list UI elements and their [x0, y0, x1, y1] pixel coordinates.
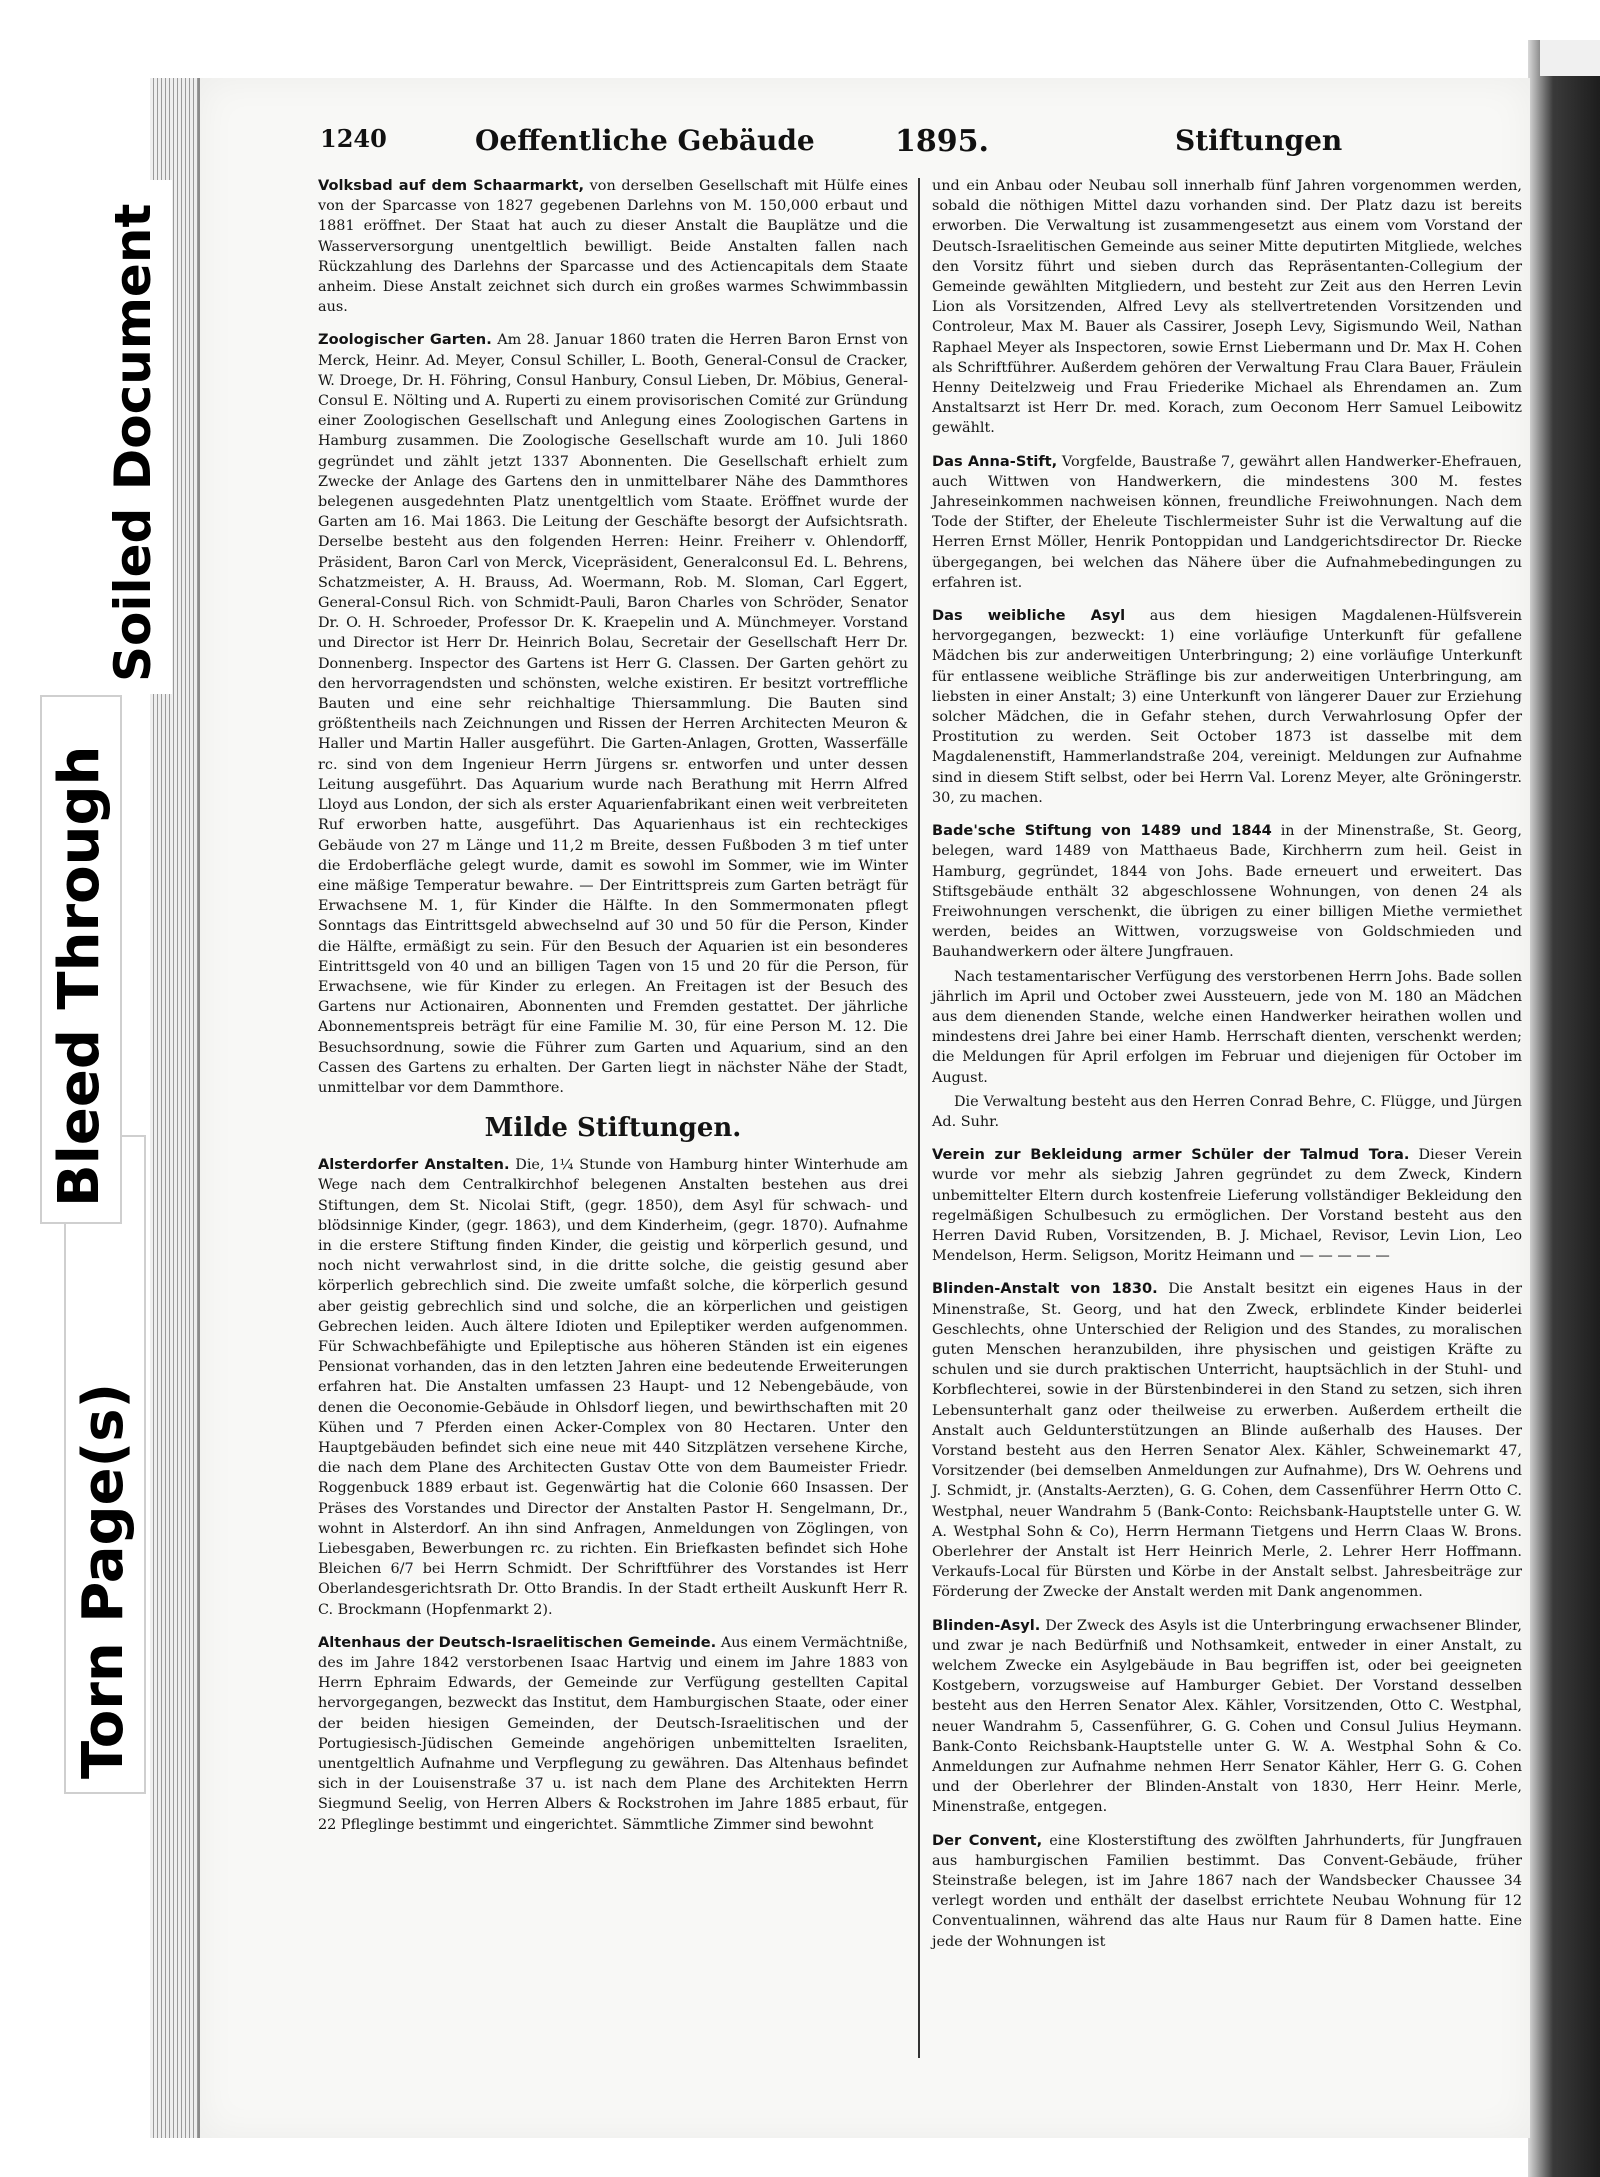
entry-badesche-stiftung-admin — [932, 1092, 1522, 1132]
entry-text: von derselben Gesellschaft mit Hülfe eines von der Sparcasse von 1827 gegebenen Darlehns von M. 150,000 erbaut und 1881 eröffnet. Der Staat hat auch zu dieser Anstalt die Bauplätze und die Wasserversorgung unentgeltlich bewilligt. Beide Anstalten fallen nach Rückzahlung des Darlehns der Sparcasse und des Actiencapitals dem Staate anheim. Diese Anstalt zeichnet sich durch ein großes warmes Schwimmbassin aus. — [318, 178, 908, 316]
entry-anna-stift — [932, 452, 1522, 593]
entry-title: Das Anna-Stift, — [932, 452, 1058, 470]
entry-title: Der Convent, — [932, 1831, 1043, 1849]
column-divider — [918, 178, 920, 2058]
header-right-title: Stiftungen — [1175, 124, 1343, 157]
entry-title: Zoologischer Garten. — [318, 331, 492, 349]
scanner-edge-top — [1540, 40, 1600, 76]
entry-weibliche-asyl — [932, 606, 1522, 808]
right-column — [932, 176, 1522, 1965]
entry-text: Am 28. Januar 1860 traten die Herren Baron Ernst von Merck, Heinr. Ad. Meyer, Consul Schiller, L. Booth, General-Consul de Cracker, W. Droege, Dr. H. Föhring, Consul Hanbury, Consul Lieben, Dr. Möbius, General-Consul E. Nölting und A. Ruperti zu einem provisorischen Comité zur Gründung einer Zoologischen Gesellschaft und Anlegung eines Zoologischen Gartens in Hamburg zusammen. Die Zoologische Gesellschaft wurde am 10. Juli 1860 gegründet und zählt jetzt 1337 Abonnenten. Die Gesellschaft erhielt zum Zwecke der Anlage des Gartens den in unmittelbarer Nähe des Dammthores belegenen ausgedehnten Platz unentgeltlich vom Staate. Eröffnet wurde der Garten am 16. Mai 1863. Die Leitung der Geschäfte besorgt der Aufsichtsrath. Derselbe besteht aus den folgenden Herren: Heinr. Freiherr v. Ohlendorff, Präsident, Baron Carl von Merck, Vicepräsident, Generalconsul Ed. L. Behrens, Schatzmeister, A. H. Brauss, Ad. Woermann, Rob. M. Sloman, Carl Eggert, General-Consul Rich. von Schmidt-Pauli, Baron Charles von Schröder, Senator Dr. O. H. Schroeder, Professor Dr. K. Kraepelin und A. Münchmeyer. Vorstand und Director ist Herr Dr. Heinrich Bolau, Secretair der Gesellschaft Herr Dr. Donnenberg. Inspector des Gartens ist Herr G. Classen. Der Garten gehört zu den hervorragendsten und schönsten, welche existiren. Er besitzt vortreffliche Bauten und eine sehr reichhaltige Thiersammlung. Die Bauten sind größtentheils nach Zeichnungen und Rissen der Herren Architecten Meuron & Haller und Martin Haller ausgeführt. Die Garten-Anlagen, Grotten, Wasserfälle rc. sind von dem Ingenieur Herrn Jürgens sr. entworfen und unter dessen Leitung ausgeführt. Das Aquarium wurde nach Berathung mit Herrn Alfred Lloyd aus London, der sich als erster Aquarienfabrikant einen weit verbreiteten Ruf erworben hatte, ausgeführt. Das Aquarienhaus ist ein rechteckiges Gebäude von 27 m Länge und 11,2 m Breite, dessen Fußboden 3 m tief unter die Erdoberfläche gelegt wurde, damit es sowohl im Sommer, wie im Winter eine mäßige Temperatur bewahre. — Der Eintrittspreis zum Garten beträgt für Erwachsene M. 1, für Kinder die Hälfte. In den Sommermonaten pflegt Sonntags das Eintrittsgeld abwechselnd auf 30 und 50 für die Person, Kinder die Hälfte, ermäßigt zu sein. Für den Besuch der Aquarien ist ein besonderes Eintrittsgeld von 40 und an billigen Tagen von 15 und 20 für die Person, für Erwachsene, wie für Kinder zu erlegen. An Freitagen ist der Besuch des Gartens nur Actionairen, Abonnenten und Fremden gestattet. Der jährliche Abonnementspreis beträgt für eine Familie M. 30, für eine Person M. 12. Die Besuchsordnung, sowie die Führer zum Garten und Aquarium, sind an den Cassen des Gartens zu erhalten. Der Garten liegt in nächster Nähe der Stadt, unmittelbar vor dem Dammthore. — [318, 332, 908, 1096]
entry-title: Das weibliche Asyl — [932, 607, 1126, 625]
left-column — [318, 176, 908, 1848]
entry-convent — [932, 1831, 1522, 1952]
entry-title: Volksbad auf dem Schaarmarkt, — [318, 177, 585, 194]
entry-title: Verein zur Bekleidung armer Schüler der Talmud Tora. — [932, 1146, 1410, 1164]
entry-title: Bade'sche Stiftung von 1489 und 1844 — [932, 822, 1272, 840]
entry-title: Blinden-Asyl. — [932, 1616, 1041, 1634]
torn-pages-stamp — [64, 1135, 146, 1794]
entry-blinden-anstalt — [932, 1279, 1522, 1602]
header-year: 1895. — [895, 124, 989, 159]
entry-altenhaus — [318, 1633, 908, 1835]
entry-text: aus dem hiesigen Magdalenen-Hülfsverein hervorgegangen, bezweckt: 1) eine vorläufige Unterkunft für gefallene Mädchen bis zur anderweitigen Unterbringung; 2) eine vorläufige Unterkunft für entlassene weibliche Sträflinge bis zur anderweitigen Unterbringung, am liebsten in einer Anstalt; 3) eine Unterkunft von längerer Dauer zur Erziehung solcher Mädchen, die in Gefahr stehen, durch Verwahrlosung Opfer der Prostitution zu werden. Seit October 1873 ist dasselbe mit dem Magdalenenstift, Hammerlandstraße 204, vereinigt. Meldungen zur Aufnahme sind in diesem Stift selbst, oder bei Herrn Val. Lorenz Meyer, alte Gröningerstr. 30, zu machen. — [932, 608, 1522, 806]
entry-text: Vorgfelde, Baustraße 7, gewährt allen Handwerker-Ehefrauen, auch Wittwen von Handwerkern, die mindestens 300 M. festes Jahreseinkommen nachweisen können, freundliche Freiwohnungen. Nach dem Tode der Stifter, der Eheleute Tischlermeister Suhr ist die Verwaltung auf die Herren Ernst Möller, Henrik Pontoppidan und Landgerichtsdirector Dr. Riecke übergegangen, bei welchen das Nähere über die Aufnahmebedingungen zu erfahren ist. — [932, 453, 1523, 591]
torn-pages-label: Torn Page(s) — [71, 1382, 136, 1779]
entry-blinden-asyl — [932, 1616, 1522, 1818]
entry-text: und ein Anbau oder Neubau soll innerhalb fünf Jahren vorgenommen werden, sobald die nöthigen Mittel dazu vorhanden sind. Der Platz dazu ist bereits erworben. Die Verwaltung ist zusammengesetzt aus einem vom Vorstand der Deutsch-Israelitischen Gemeinde aus seiner Mitte deputirten Mitgliede, welches den Vorsitz führt und sieben durch das Repräsentanten-Collegium der Gemeinde gewählten Mitgliedern, und besteht zur Zeit aus den Herren Levin Lion als Vorsitzenden, Alfred Levy als stellvertretenden Vorsitzenden und Controleur, Max M. Bauer als Cassirer, Joseph Levy, Sigismundo Weil, Nathan Raphael Meyer als Inspectoren, sowie Ernst Liebermann und Dr. Max H. Cohen als Schriftführer. Außerdem gehören der Verwaltung Frau Clara Bauer, Fräulein Henny Deitelzweig und Frau Friederike Michael als Ehrendamen an. Zum Anstaltsarzt ist Herr Dr. med. Korach, zum Oeconom Herr Samuel Leibowitz gewählt. — [932, 178, 1522, 437]
entry-text: Nach testamentarischer Verfügung des verstorbenen Herrn Johs. Bade sollen jährlich im April und October zwei Aussteuern, jede von M. 180 an Mädchen aus dem dienenden Stande, welche einen Handwerker heirathen wollen und mindestens drei Jahre bei einer Hamb. Herrschaft dienten, verschenkt werden; die Meldungen für April erfolgen im Februar und diejenigen für October im August. — [932, 968, 1522, 1086]
entry-zoologischer-garten — [318, 330, 908, 1098]
entry-title: Alsterdorfer Anstalten. — [318, 1156, 510, 1174]
entry-altenhaus-continued — [932, 176, 1522, 439]
soiled-document-label: Soiled Document — [104, 203, 162, 682]
soiled-document-stamp — [100, 180, 172, 694]
entry-text: Aus einem Vermächtniße, des im Jahre 1842 verstorbenen Isaac Hartvig und einem im Jahre 1883 von Herrn Ephraim Edwards, der Gemeinde zur Verfügung gestellten Capital hervorgegangen, bezweckt das Institut, dem Hamburgischen Staate, oder einer der beiden hiesigen Gemeinden, der Deutsch-Israelitischen und der Portugiesisch-Jüdischen Gemeinde angehörigen unbemittelten Israeliten, unentgeltlich Aufnahme und Verpflegung zu gewähren. Das Altenhaus befindet sich in der Louisenstraße 37 u. ist nach dem Plane des Architekten Herrn Siegmund Seelig, von Herren Albers & Rockstrohen im Jahre 1885 erbaut, für 22 Pfleglinge bestimmt und eingerichtet. Sämmtliche Zimmer sind bewohnt — [318, 1634, 908, 1833]
entry-text: Die, 1¼ Stunde von Hamburg hinter Winterhude am Wege nach dem Centralkirchhof belegenen Anstalten bestehen aus drei Stiftungen, dem St. Nicolai Stift, (gegr. 1850), dem Asyl für schwach- und blödsinnige Kinder, (gegr. 1863), und dem Kinderheim, (gegr. 1870). Aufnahme in die erstere Stiftung finden Kinder, die geistig und körperlich gesund, und noch nicht verwahrlost sind, in die dritte solche, die geistig gesund aber körperlich gebrechlich sind. Die zweite umfaßt solche, die körperlich gesund aber geistig gebrechlich sind und solche, die an körperlichen und geistigen Gebrechen leiden. Auch ältere Idioten und Epileptiker werden aufgenommen. Für Schwachbefähigte und Epileptische aus höheren Ständen ist ein eigenes Pensionat vorhanden, das in den letzten Jahren eine bedeutende Erweiterungen erfahren hat. Die Anstalten umfassen 23 Haupt- und 12 Nebengebäude, von denen die Oeconomie-Gebäude in Ohlsdorf liegen, und bewirthschaften mit 20 Kühen und 7 Pferden einen Acker-Complex von 80 Hectaren. Unter den Hauptgebäuden befindet sich eine neue mit 440 Sitzplätzen versehene Kirche, die nach dem Plane des Architecten Gustav Otte von dem Baumeister Friedr. Roggenbuck 1889 erbaut ist. Gegenwärtig hat die Colonie 660 Insassen. Der Präses des Vorstandes und Director der Anstalten Pastor H. Sengelmann, Dr., wohnt in Alsterdorf. An ihn sind Anfragen, Anmeldungen von Zöglingen, von Liebesgaben, Bewerbungen rc. zu richten. Ein Briefkasten befindet sich Hohe Bleichen 6/7 bei Herrn Schmidt. Der Schriftführer des Vorstandes ist Herr Oberlandesgerichtsrath Dr. Otto Brandis. In der Stadt ertheilt Auskunft Herr R. C. Brockmann (Hopfenmarkt 2). — [318, 1157, 908, 1618]
entry-badesche-stiftung-bequest — [932, 967, 1522, 1088]
section-heading: Milde Stiftungen. — [484, 1113, 742, 1144]
entry-text: Die Verwaltung besteht aus den Herren Conrad Behre, C. Flügge, und Jürgen Ad. Suhr. — [932, 1093, 1522, 1130]
scanner-edge — [1528, 40, 1600, 2177]
entry-text: Der Zweck des Asyls ist die Unterbringung erwachsener Blinder, und zwar je nach Bedürfniß und Nothsamkeit, entweder in einer Anstalt, zu welchem Zwecke ein Asylgebäude in Bau begriffen ist, oder bei geeigneten Kostgebern, vorzugsweise auf Hamburger Gebiet. Der Vorstand desselben besteht aus den Herren Senator Alex. Kähler, Vorsitzenden, Otto C. Westphal, neuer Wandrahm 5, Cassenführer, G. G. Cohen und Consul Julius Heymann. Bank-Conto Reichsbank-Hauptstelle unter G. W. A. Westphal Sohn & Co. Anmeldungen zur Aufnahme nehmen Herr Senator Kähler, Herr G. G. Cohen und der Oberlehrer der Blinden-Anstalt von 1830, Herr Heinr. Merle, Minenstraße, entgegen. — [932, 1617, 1522, 1816]
running-header — [320, 124, 1520, 172]
header-left-title: Oeffentliche Gebäude — [475, 124, 815, 157]
entry-alsterdorfer-anstalten — [318, 1155, 908, 1620]
entry-title: Altenhaus der Deutsch-Israelitischen Gemeinde. — [318, 1633, 717, 1651]
entry-title: Blinden-Anstalt von 1830. — [932, 1280, 1158, 1298]
entry-badesche-stiftung — [932, 821, 1522, 962]
entry-text: Dieser Verein wurde vor mehr als siebzig Jahren gegründet zu dem Zweck, Kindern unbemittelter Eltern durch kostenfreie Lieferung vollständiger Bekleidung den regelmäßigen Schulbesuch zu ermöglichen. Der Vorstand besteht aus den Herren David Ruben, Vorsitzenden, B. J. Michael, Revisor, Levin Lion, Leo Mendelson, Herm. Seligson, Moritz Heimann und — — — — — — [932, 1147, 1522, 1265]
bleed-through-label: Bleed Through — [47, 745, 112, 1207]
bleed-through-stamp — [40, 695, 122, 1224]
entry-text: Die Anstalt besitzt ein eigenes Haus in der Minenstraße, St. Georg, und hat den Zweck, erblindete Kinder beiderlei Geschlechts, ohne Unterschied der Religion und des Standes, zu moralischen guten Menschen heranzubilden, ihre physischen und geistigen Kräfte zu schulen und sie durch praktischen Unterricht, hauptsächlich in der Stuhl- und Korbflechterei, sowie in der Bürstenbinderei in den Stand zu setzen, sich ihren Lebensunterhalt ganz oder theilweise zu erwerben. Außerdem ertheilt die Anstalt auch Geldunterstützungen an Blinde außerhalb des Hauses. Der Vorstand besteht aus den Herren Senator Alex. Kähler, Schweinemarkt 47, Vorsitzender (bei demselben Anmeldungen zur Aufnahme), Drs W. Oehrens und J. Schmidt, jr. (Anstalts-Aerzten), G. G. Cohen, dem Cassenführer Herrn Otto C. Westphal, neuer Wandrahm 5 (Bank-Conto: Reichsbank-Hauptstelle unter G. W. A. Westphal Sohn & Co), Herrn Hermann Tietgens und Herrn Claas W. Brons. Oberlehrer der Anstalt ist Herr Heinrich Merle, 2. Lehrer Herr Hoffmann. Verkaufs-Local für Bürsten und Körbe in der Anstalt selbst. Jahresbeiträge zur Förderung der Zwecke der Anstalt werden mit Dank angenommen. — [932, 1281, 1522, 1601]
entry-text: eine Klosterstiftung des zwölften Jahrhunderts, für Jungfrauen aus hamburgischen Familien bestimmt. Das Convent-Gebäude, früher Steinstraße belegen, ist im Jahre 1867 nach der Wandsbecker Chaussee 34 verlegt worden und enthält der daselbst errichtete Neubau Wohnung für 12 Conventualinnen, während das alte Haus nur Raum für 8 Damen hatte. Eine jede der Wohnungen ist — [932, 1832, 1522, 1950]
entry-text: in der Minenstraße, St. Georg, belegen, ward 1489 von Matthaeus Bade, Kirchherrn zum heil. Geist in Hamburg, gegründet, 1844 von Johs. Bade erneuert und erweitert. Das Stiftsgebäude enthält 32 abgeschlossene Wohnungen, von denen 24 als Freiwohnungen verschenkt, die übrigen zu einer billigen Miethe vermiethet werden, beides an Wittwen, vorzugsweise von Goldschmieden und Bauhandwerkern oder ältere Jungfrauen. — [932, 823, 1522, 961]
entry-talmud-tora-verein — [932, 1145, 1522, 1266]
entry-volksbad — [318, 176, 908, 317]
page-number: 1240 — [320, 124, 387, 153]
